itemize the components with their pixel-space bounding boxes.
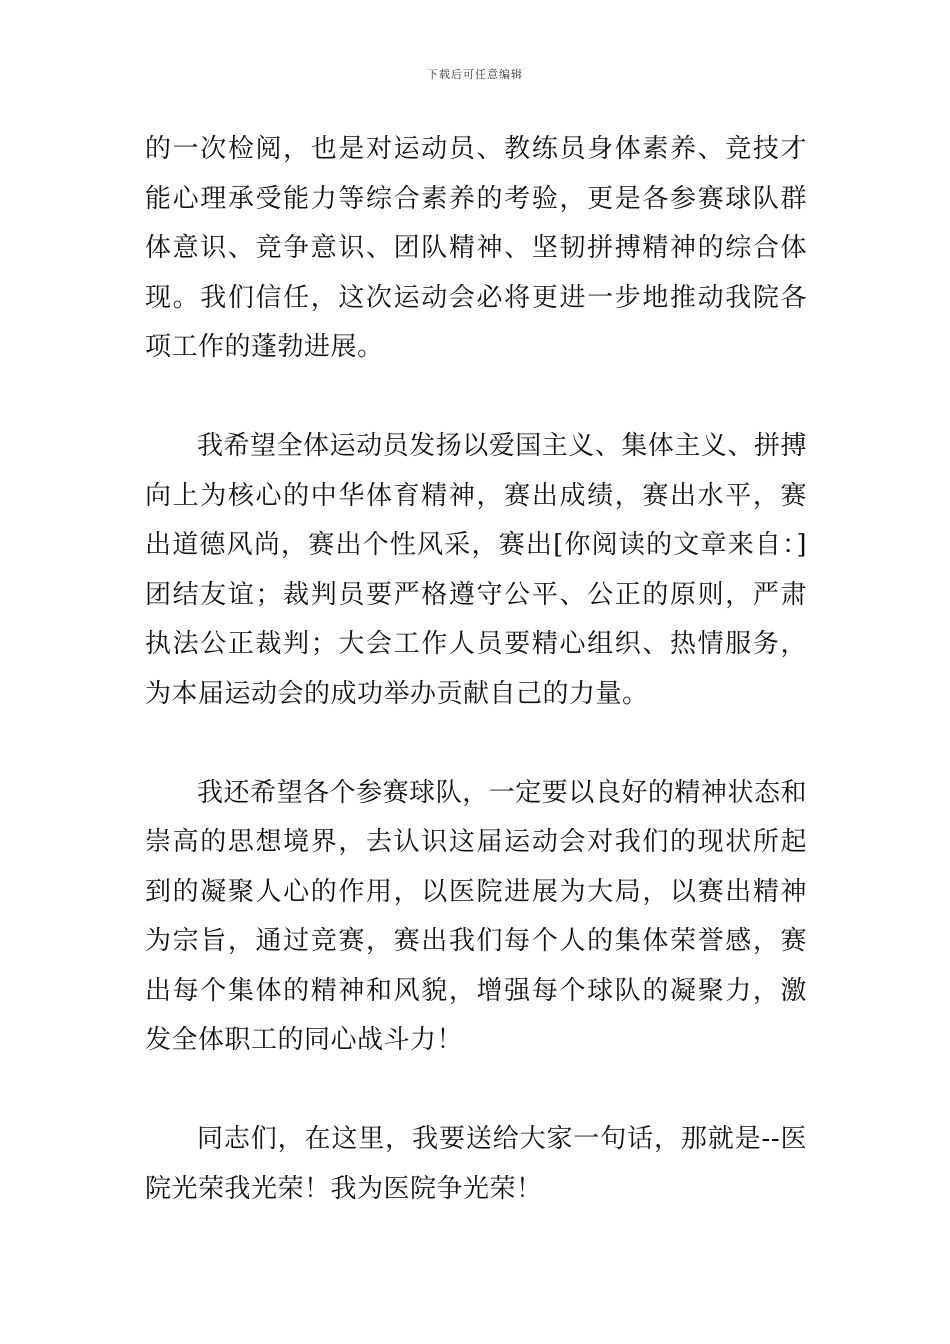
paragraph-spacer [145, 719, 807, 769]
page-header: 下载后可任意编辑 [427, 68, 523, 81]
paragraph-1: 的一次检阅，也是对运动员、教练员身体素养、竞技才能心理承受能力等综合素养的考验，更是各参赛球队群体意识、竞争意识、团队精神、坚韧拼搏精神的综合体现。我们信任，这次运动会必将更进一步地推动我院各项工作的蓬勃进展。 [145, 134, 807, 362]
paragraph-4: 同志们，在这里，我要送给大家一句话，那就是--医院光荣我光荣！我为医院争光荣！ [145, 1124, 807, 1204]
paragraph-spacer [145, 373, 807, 423]
paragraph-spacer [145, 1066, 807, 1116]
document-body [145, 125, 807, 1214]
paragraph-2: 我希望全体运动员发扬以爱国主义、集体主义、拼搏向上为核心的中华体育精神，赛出成绩，赛出水平，赛出道德风尚，赛出个性风采，赛出[你阅读的文章来自：]团结友谊；裁判员要严格遵守公平、公正的原则，严肃执法公正裁判；大会工作人员要精心组织、热情服务，为本届运动会的成功举办贡献自己的力量。 [145, 431, 807, 709]
paragraph-3: 我还希望各个参赛球队，一定要以良好的精神状态和崇高的思想境界，去认识这届运动会对我们的现状所起到的凝聚人心的作用，以医院进展为大局，以赛出精神为宗旨，通过竞赛，赛出我们每个人的集体荣誉感，赛出每个集体的精神和风貌，增强每个球队的凝聚力，激发全体职工的同心战斗力！ [145, 777, 807, 1055]
